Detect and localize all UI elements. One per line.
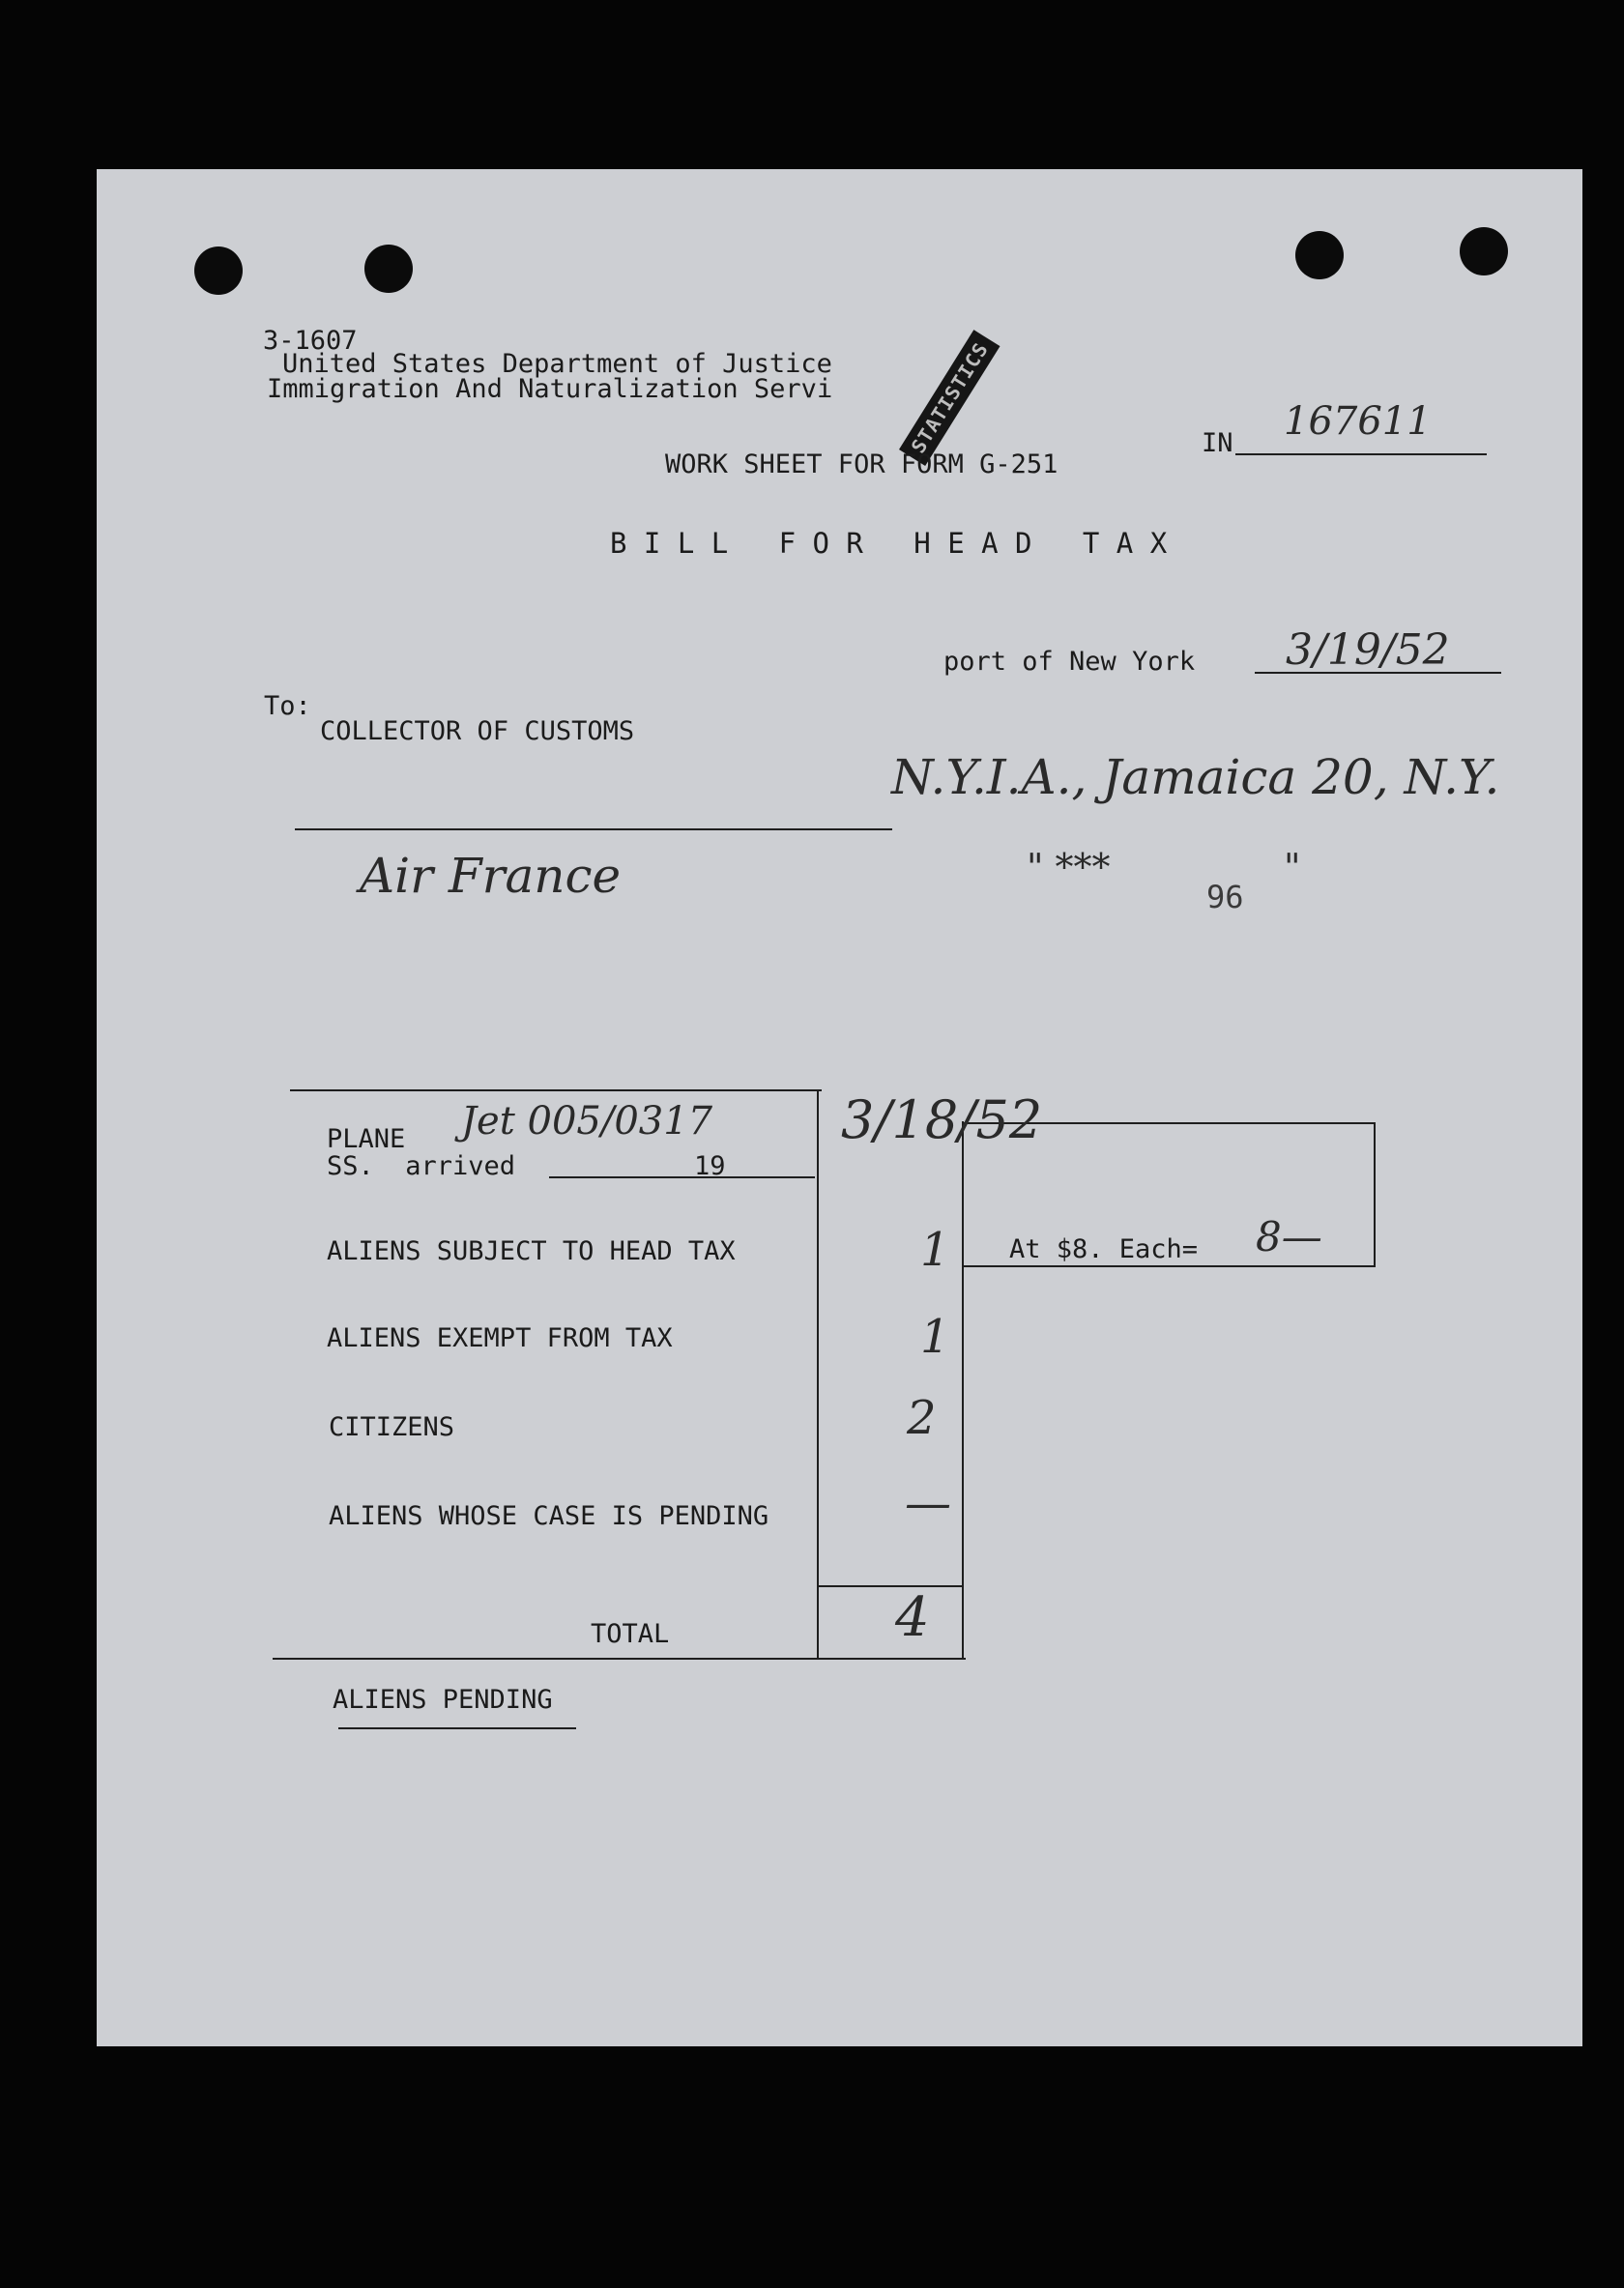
port-label: port of New York bbox=[943, 647, 1196, 677]
plane-label: PLANE bbox=[327, 1124, 406, 1154]
arrived-line bbox=[549, 1176, 815, 1178]
row-label-exempt: ALIENS EXEMPT FROM TAX bbox=[327, 1323, 673, 1353]
rate-box-bottom bbox=[964, 1265, 1376, 1267]
row-value-pending: — bbox=[905, 1476, 951, 1530]
to-label: To: bbox=[264, 691, 311, 721]
punch-hole-2 bbox=[364, 245, 413, 293]
aliens-pending-label: ALIENS PENDING bbox=[333, 1685, 553, 1715]
table-bottom-line bbox=[273, 1658, 966, 1660]
rate-value: 8— bbox=[1256, 1213, 1322, 1260]
statistics-stamp: STATISTICS bbox=[899, 330, 1000, 466]
punch-hole-3 bbox=[1295, 231, 1344, 279]
carrier-handwritten: Air France bbox=[360, 848, 622, 904]
agency-line-1: United States Department of Justice bbox=[282, 349, 832, 379]
ditto-number: 96 bbox=[1206, 879, 1244, 915]
row-label-citizens: CITIZENS bbox=[329, 1412, 455, 1442]
worksheet-title: WORK SHEET FOR FORM G-251 bbox=[665, 449, 1058, 479]
aliens-pending-line bbox=[338, 1727, 576, 1729]
punch-hole-1 bbox=[194, 246, 243, 295]
address-line bbox=[295, 828, 892, 830]
row-label-subject: ALIENS SUBJECT TO HEAD TAX bbox=[327, 1236, 736, 1266]
ditto-close: " bbox=[1284, 846, 1301, 888]
in-label: IN bbox=[1202, 428, 1233, 458]
total-top-line bbox=[817, 1585, 964, 1587]
total-value: 4 bbox=[895, 1586, 930, 1649]
table-divider-left bbox=[817, 1089, 819, 1660]
rate-label: At $8. Each= bbox=[1009, 1234, 1199, 1264]
ss-arrived-label: SS. arrived bbox=[327, 1151, 516, 1181]
ditto-mark: " *** bbox=[1027, 846, 1111, 888]
row-value-citizens: 2 bbox=[907, 1391, 937, 1445]
plane-value: Jet 005/0317 bbox=[461, 1099, 713, 1144]
punch-hole-4 bbox=[1460, 227, 1508, 275]
in-number-line bbox=[1235, 453, 1487, 455]
row-value-exempt: 1 bbox=[920, 1310, 950, 1364]
table-divider-right bbox=[962, 1121, 964, 1660]
form-number: 3-1607 bbox=[263, 326, 358, 356]
in-number: 167611 bbox=[1284, 399, 1432, 444]
collector-label: COLLECTOR OF CUSTOMS bbox=[320, 716, 635, 746]
bill-title: B I L L F O R H E A D T A X bbox=[610, 527, 1168, 560]
agency-line-2: Immigration And Naturalization Servi bbox=[267, 374, 833, 404]
rate-box-right bbox=[1374, 1122, 1376, 1267]
address-handwritten: N.Y.I.A., Jamaica 20, N.Y. bbox=[891, 749, 1500, 805]
document-sheet bbox=[97, 169, 1582, 2046]
total-label: TOTAL bbox=[591, 1619, 670, 1649]
arrival-date: 3/18/52 bbox=[841, 1089, 1043, 1150]
year-prefix: 19 bbox=[694, 1151, 726, 1181]
port-date: 3/19/52 bbox=[1286, 625, 1450, 675]
row-label-pending: ALIENS WHOSE CASE IS PENDING bbox=[329, 1501, 769, 1531]
table-top-line bbox=[290, 1089, 822, 1091]
row-value-subject: 1 bbox=[920, 1223, 950, 1277]
